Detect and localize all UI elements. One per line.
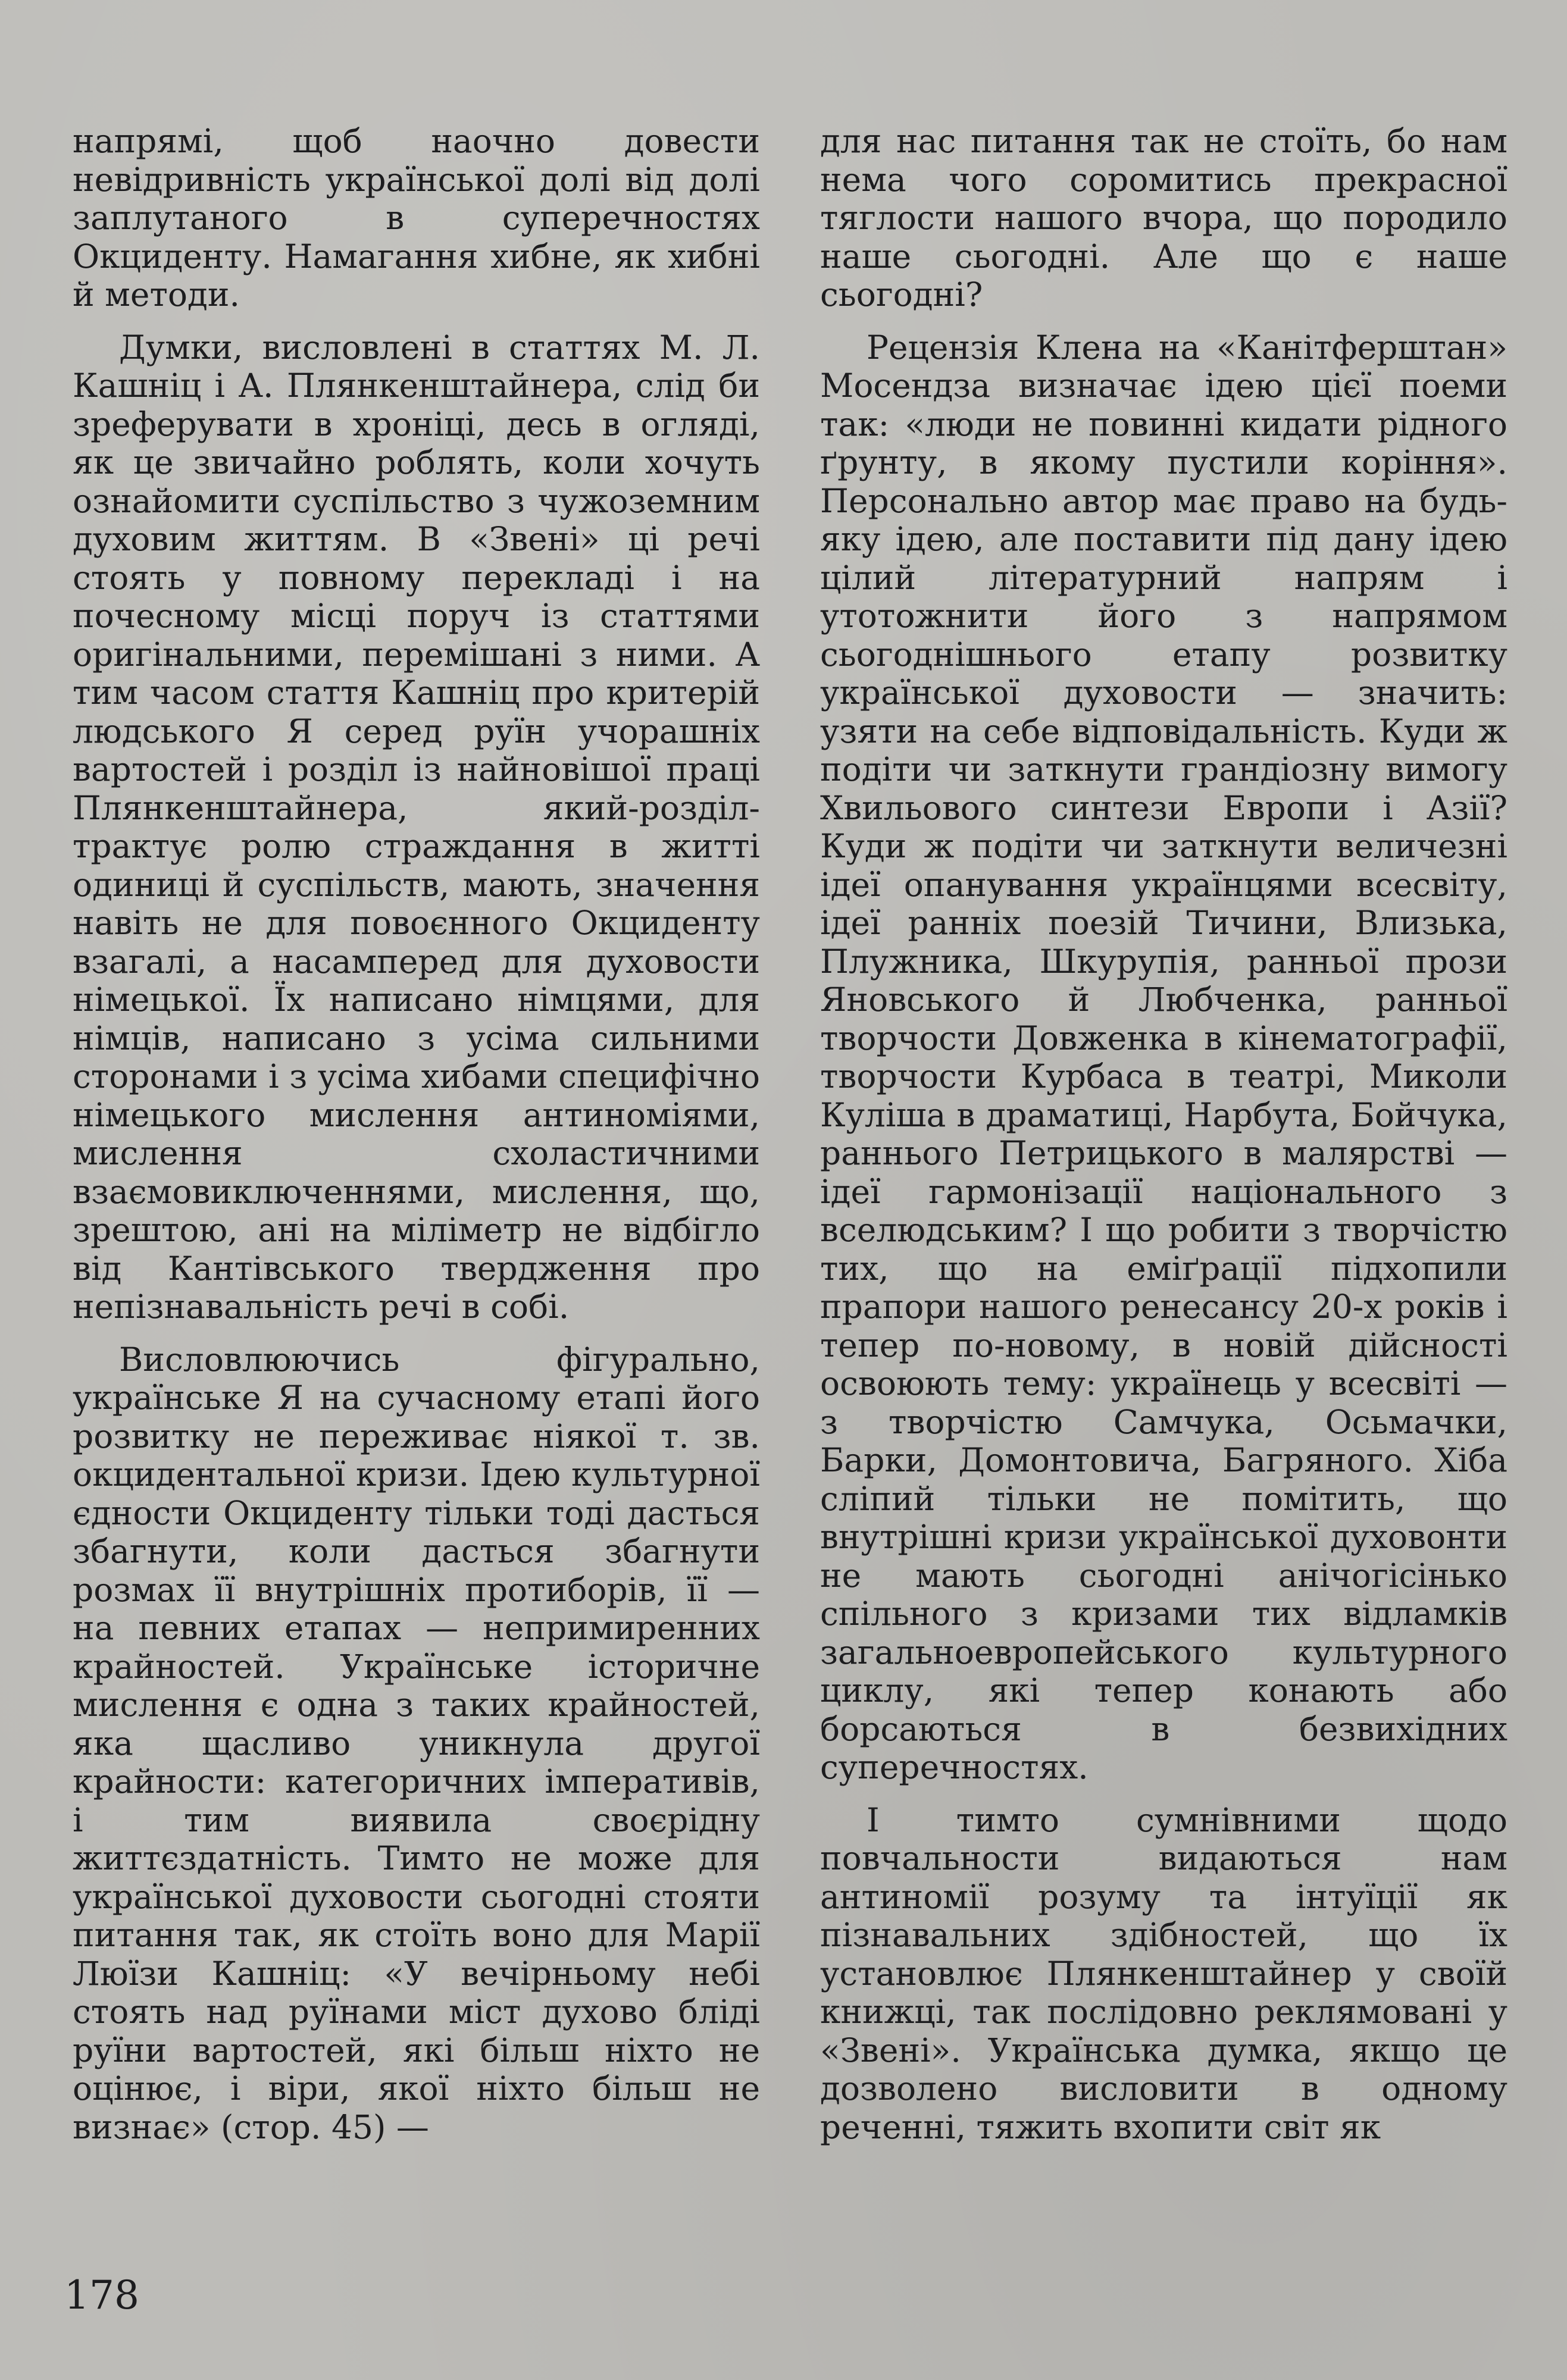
left-paragraph-3: Висловлюючись фігурально, українське Я на сучасному етапі його розвитку не переживає ніякої т. зв. окцидентальної кризи. Ідею культурної єдности Окциденту тільки тоді дасться збагнути, коли дасться збагнути розмах її внутрішніх протиборів, її — на певних етапах — непримиренних крайностей. Українське історичне мислення є одна з таких крайностей, яка щасливо уникнула другої крайности: категоричних імперативів, і тим виявила своєрідну життєздатність. Тимто не може для української духовости сьогодні стояти питання так, як стоїть воно для Марії Люїзи Кашніц: «У вечірньому небі стоять над руїнами міст духово бліді руїни вартостей, які більш ніхто не оцінює, і віри, якої ніхто більш не визнає» (стор. 45) — [73, 1340, 760, 2146]
left-paragraph-2: Думки, висловлені в статтях М. Л. Кашніц і А. Плянкенштайнера, слід би зреферувати в хроніці, десь в огляді, як це звичайно роблять, коли хочуть ознайомити суспільство з чужоземним духовим життям. В «Звені» ці речі стоять у повному перекладі і на почесному місці поруч із статтями оригінальними, перемішані з ними. А тим часом стаття Кашніц про критерій людського Я серед руїн учорашніх вартостей і розділ із найновішої праці Плянкенштайнера, який-розділ-трактує ролю страждання в житті одиниці й суспільств, мають, значення навіть не для повоєнного Окциденту взагалі, а насамперед для духовости німецької. Їх написано німцями, для німців, написано з усіма сильними сторонами і з усіма хибами специфічно німецького мислення антиноміями, мислення схоластичними взаємовиключеннями, мислення, що, зрештою, ані на міліметр не відбігло від Кантівського твердження про непізнавальність речі в собі. [73, 328, 760, 1326]
right-column [820, 122, 1507, 2160]
right-paragraph-2: Рецензія Клена на «Канітферштан» Мосендза визначає ідею цієї поеми так: «люди не повинні кидати рідного ґрунту, в якому пустили коріння». Персонально автор має право на будь-яку ідею, але поставити під дану ідею цілий літературний напрям і утотожнити його з напрямом сьогоднішнього етапу розвитку української духовости — значить: узяти на себе відповідальність. Куди ж подіти чи заткнути грандіозну вимогу Хвильового синтези Европи і Азії? Куди ж подіти чи заткнути величезні ідеї опанування українцями всесвіту, ідеї ранніх поезій Тичини, Влизька, Плужника, Шкурупія, ранньої прози Яновського й Любченка, ранньої творчости Довженка в кінематографії, творчости Курбаса в театрі, Миколи Куліша в драматиці, Нарбута, Бойчука, раннього Петрицького в малярстві — ідеї гармонізації національного з вселюдським? І що робити з творчістю тих, що на еміґрації підхопили прапори нашого ренесансу 20-х років і тепер по-новому, в новій дійсності освоюють тему: українець у всесвіті — з творчістю Самчука, Осьмачки, Барки, Домонтовича, Багряного. Хіба сліпий тільки не помітить, що внутрішні кризи української духовонти не мають сьогодні анічогісінько спільного з кризами тих відламків загальноевропейського культурного циклу, які тепер конають або борсаються в безвихідних суперечностях. [820, 328, 1507, 1786]
left-column [73, 122, 760, 2160]
page-number: 178 [64, 2272, 139, 2318]
right-paragraph-3: І тимто сумнівними щодо повчальности видаються нам антиномії розуму та інтуїції як пізнавальних здібностей, що їх установлює Плянкенштайнер у своїй книжці, так послідовно реклямовані у «Звені». Українська думка, якщо це дозволено висловити в одному реченні, тяжить вхопити світ як [820, 1800, 1507, 2146]
left-paragraph-1: напрямі, щоб наочно довести невідривність української долі від долі заплутаного в суперечностях Окциденту. Намагання хибне, як хибні й методи. [73, 122, 760, 314]
right-paragraph-1: для нас питання так не стоїть, бо нам нема чого соромитись прекрасної тяглости нашого вчора, що породило наше сьогодні. Але що є наше сьогодні? [820, 122, 1507, 314]
